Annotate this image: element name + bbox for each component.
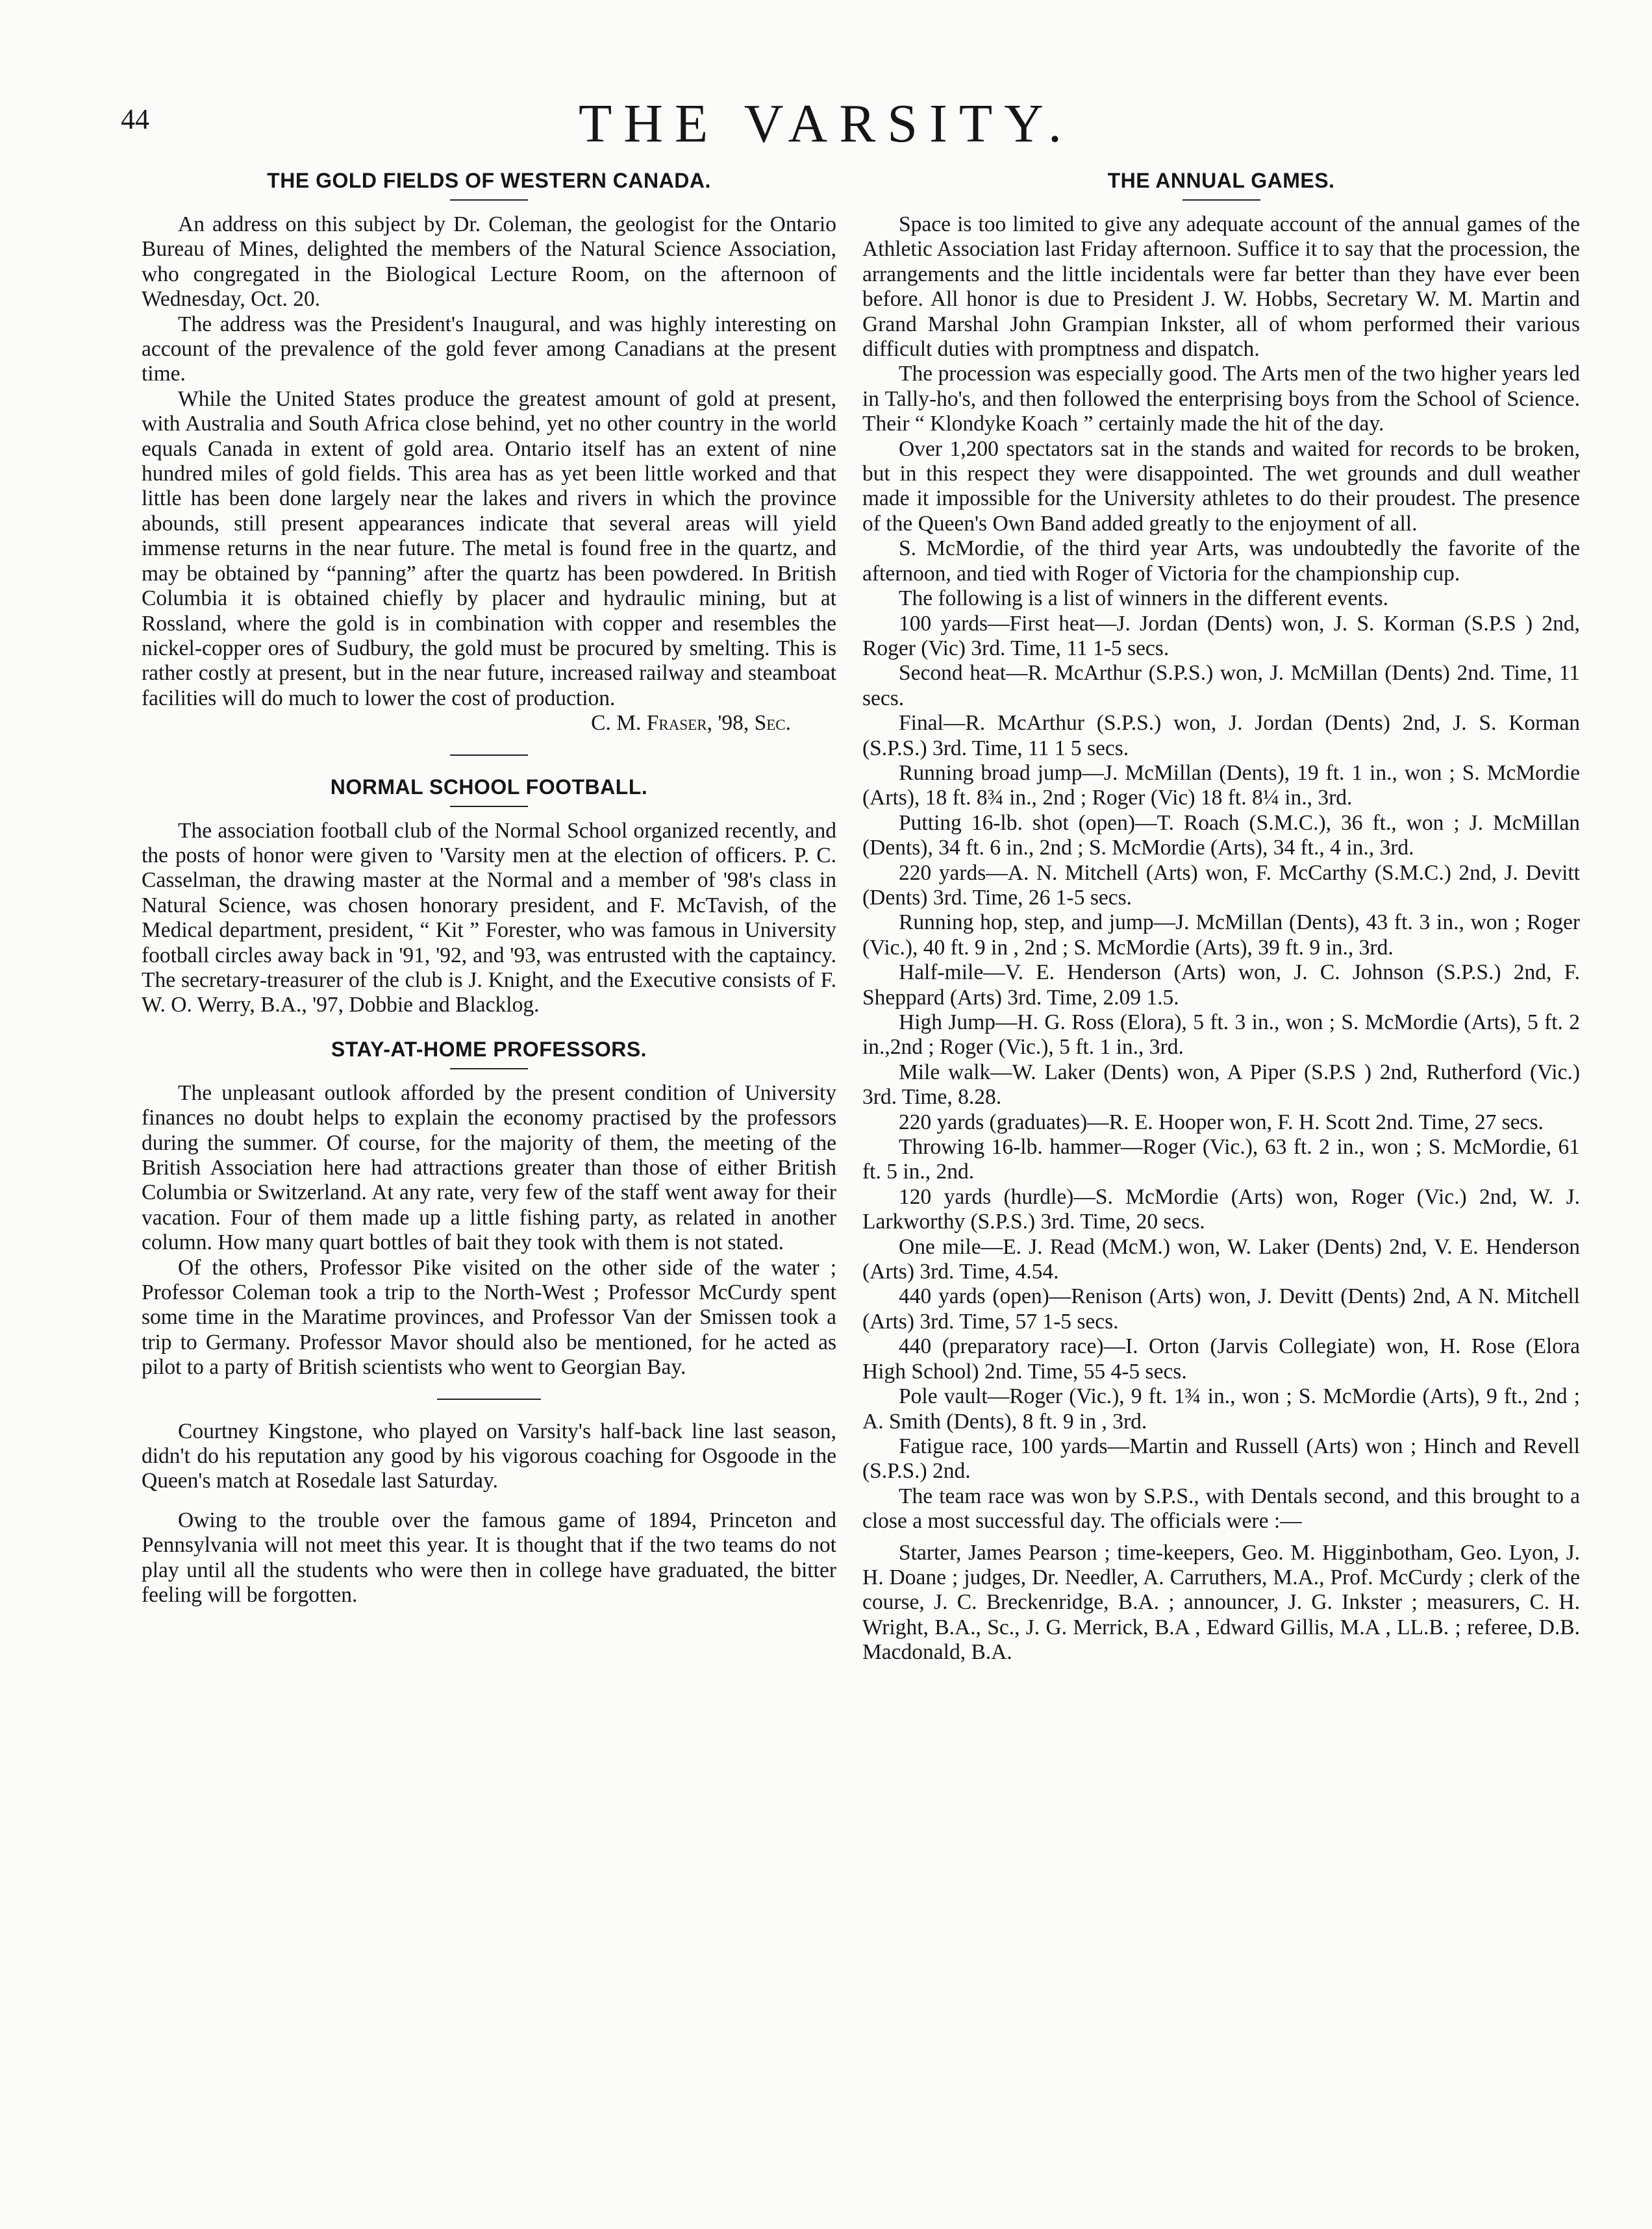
paragraph: Running broad jump—J. McMillan (Dents), 19 ft. 1 in., won ; S. McMordie (Arts), 18 ft. 8¾ in., 2nd ; Roger (Vic) 18 ft. 8¼ in., 3rd. (862, 760, 1580, 810)
notes (142, 1419, 836, 1608)
paragraph: 440 yards (open)—Renison (Arts) won, J. Devitt (Dents) 2nd, A N. Mitchell (Arts) 3rd. Time, 57 1-5 secs. (862, 1284, 1580, 1334)
paragraph: The unpleasant outlook afforded by the present condition of University finances no doubt helps to explain the economy practised by the professors during the summer. Of course, for the majority of them, the meeting of the British Association here had attractions greater than those of either British Columbia or Switzerland. At any rate, very few of the staff went away for their vacation. Four of them made up a little fishing party, as related in another column. How many quart bottles of bait they took with them is not stated. (142, 1080, 836, 1255)
paragraph: The team race was won by S.P.S., with Dentals second, and this brought to a close a most successful day. The officials were :— (862, 1484, 1580, 1534)
paragraph: The procession was especially good. The Arts men of the two higher years led in Tally-ho's, and then followed the enterprising boys from the School of Science. Their “ Klondyke Koach ” certainly made the hit of the day. (862, 362, 1580, 436)
paragraph: Courtney Kingstone, who played on Varsity's half-back line last season, didn't do his reputation any good by his vigorous coaching for Osgoode in the Queen's match at Rosedale last Saturday. (142, 1419, 836, 1493)
signature: C. M. Fraser, '98, Sec. (591, 711, 791, 736)
paragraph: 120 yards (hurdle)—S. McMordie (Arts) won, Roger (Vic.) 2nd, W. J. Larkworthy (S.P.S.) 3rd. Time, 20 secs. (862, 1184, 1580, 1234)
paragraph: 220 yards (graduates)—R. E. Hooper won, F. H. Scott 2nd. Time, 27 secs. (899, 1110, 1544, 1134)
paragraph: S. McMordie, of the third year Arts, was undoubtedly the favorite of the afternoon, and tied with Roger of Victoria for the championship cup. (862, 536, 1580, 586)
title-rule (450, 806, 528, 807)
paragraph: An address on this subject by Dr. Coleman, the geologist for the Ontario Bureau of Mines, delighted the members of the Natural Science Association, who congregated in the Biological Lecture Room, on the afternoon of Wednesday, Oct. 20. (142, 212, 836, 312)
paragraph: The address was the President's Inaugural, and was highly interesting on account of the prevalence of the gold fever among Canadians at the present time. (142, 312, 836, 386)
paragraph: One mile—E. J. Read (McM.) won, W. Laker (Dents) 2nd, V. E. Henderson (Arts) 3rd. Time, 4.54. (862, 1234, 1580, 1284)
paragraph: Starter, James Pearson ; time-keepers, Geo. M. Higginbotham, Geo. Lyon, J. H. Doane ; judges, Dr. Needler, A. Carruthers, M.A., Prof. McCurdy ; clerk of the course, J. C. Breckenridge, B.A. ; announcer, J. G. Inkster ; measurers, C. H. Wright, B.A., Sc., J. G. Merrick, B.A , Edward Gillis, M.A , LL.B. ; referee, D.B. Macdonald, B.A. (862, 1540, 1580, 1665)
paragraph: Half-mile—V. E. Henderson (Arts) won, J. C. Johnson (S.P.S.) 2nd, F. Sheppard (Arts) 3rd. Time, 2.09 1.5. (862, 960, 1580, 1010)
paragraph: Of the others, Professor Pike visited on the other side of the water ; Professor Coleman took a trip to the North-West ; Professor McCurdy spent some time in the Maratime provinces, and Professor Van der Smissen took a trip to Germany. Professor Mavor should also be mentioned, for he acted as pilot to a party of British scientists who went to Georgian Bay. (142, 1255, 836, 1380)
paragraph: The following is a list of winners in the different events. (899, 586, 1388, 611)
paragraph: 100 yards—First heat—J. Jordan (Dents) won, J. S. Korman (S.P.S ) 2nd, Roger (Vic) 3rd. Time, 11 1-5 secs. (862, 611, 1580, 660)
masthead: THE VARSITY. (578, 93, 1074, 154)
left-column (142, 169, 836, 1628)
section-rule (450, 754, 528, 756)
article-title: STAY-AT-HOME PROFESSORS. (331, 1037, 647, 1061)
paragraph: Pole vault—Roger (Vic.), 9 ft. 1¾ in., won ; S. McMordie (Arts), 9 ft., 2nd ; A. Smith (Dents), 8 ft. 9 in , 3rd. (862, 1384, 1580, 1434)
paragraph: High Jump—H. G. Ross (Elora), 5 ft. 3 in., won ; S. McMordie (Arts), 5 ft. 2 in.,2nd ; Roger (Vic.), 5 ft. 1 in., 3rd. (862, 1010, 1580, 1060)
section-rule (437, 1399, 541, 1400)
article-annual-games (862, 169, 1580, 1665)
games-paragraphs (862, 212, 1580, 1665)
article-normal-school (142, 775, 836, 1018)
paragraph: Putting 16-lb. shot (open)—T. Roach (S.M.C.), 36 ft., won ; J. McMillan (Dents), 34 ft. 6 in., 2nd ; S. McMordie (Arts), 34 ft., 4 in., 3rd. (862, 810, 1580, 860)
paragraph: Space is too limited to give any adequate account of the annual games of the Athletic Association last Friday afternoon. Suffice it to say that the procession, the arrangements and the little incidentals were far better than they have ever been before. All honor is due to President J. W. Hobbs, Secretary W. M. Martin and Grand Marshal John Grampian Inkster, all of whom performed their various difficult duties with promptness and dispatch. (862, 212, 1580, 362)
article-title: THE GOLD FIELDS OF WESTERN CANADA. (267, 169, 711, 192)
title-rule (1183, 199, 1260, 201)
paragraph: 440 (preparatory race)—I. Orton (Jarvis Collegiate) won, H. Rose (Elora High School) 2nd. Time, 55 4-5 secs. (862, 1334, 1580, 1384)
paragraph: While the United States produce the greatest amount of gold at present, with Australia and South Africa close behind, yet no other country in the world equals Canada in extent of gold area. Ontario itself has an extent of nine hundred miles of gold fields. This area has as yet been little worked and that little has been done largely near the lakes and rivers in which the province abounds, still present appearances indicate that several areas will yield immense returns in the near future. The metal is found free in the quartz, and may be obtained by “panning” after the quartz has been powdered. In British Columbia it is obtained chiefly by placer and hydraulic mining, but at Rossland, where the gold is in combination with copper and resembles the nickel-copper ores of Sudbury, the gold must be procured by smelting. This is rather costly at present, but in the near future, increased railway and steamboat facilities will do much to lower the cost of production. (142, 386, 836, 710)
paragraph: Final—R. McArthur (S.P.S.) won, J. Jordan (Dents) 2nd, J. S. Korman (S.P.S.) 3rd. Time, 11 1 5 secs. (862, 711, 1580, 760)
paragraph: The association football club of the Normal School organized recently, and the posts of honor were given to 'Varsity men at the election of officers. P. C. Casselman, the drawing master at the Normal and a member of '98's class in Natural Science, was chosen honorary president, and F. McTavish, of the Medical department, president, “ Kit ” Forester, who was famous in University football circles away back in '91, '92, and '93, was entrusted with the captaincy. The secretary-treasurer of the club is J. Knight, and the Executive consists of F. W. O. Werry, B.A., '97, Dobbie and Blacklog. (142, 818, 836, 1017)
paragraph: Throwing 16-lb. hammer—Roger (Vic.), 63 ft. 2 in., won ; S. McMordie, 61 ft. 5 in., 2nd. (862, 1135, 1580, 1184)
title-rule (450, 1068, 528, 1069)
paragraph: Over 1,200 spectators sat in the stands and waited for records to be broken, but in this respect they were disappointed. The wet grounds and dull weather made it impossible for the University athletes to do their proudest. The presence of the Queen's Own Band added greatly to the enjoyment of all. (862, 436, 1580, 536)
right-column (862, 169, 1580, 1685)
paragraph: Owing to the trouble over the famous game of 1894, Princeton and Pennsylvania will not meet this year. It is thought that if the two teams do not play until all the students who were then in college have graduated, the bitter feeling will be forgotten. (142, 1508, 836, 1608)
paragraph: Second heat—R. McArthur (S.P.S.) won, J. McMillan (Dents) 2nd. Time, 11 secs. (862, 661, 1580, 710)
article-title: NORMAL SCHOOL FOOTBALL. (330, 775, 648, 799)
article-title: THE ANNUAL GAMES. (1107, 169, 1335, 192)
article-gold-fields (142, 169, 836, 756)
paragraph: 220 yards—A. N. Mitchell (Arts) won, F. McCarthy (S.M.C.) 2nd, J. Devitt (Dents) 3rd. Time, 26 1-5 secs. (862, 860, 1580, 910)
paragraph: Fatigue race, 100 yards—Martin and Russell (Arts) won ; Hinch and Revell (S.P.S.) 2nd. (862, 1434, 1580, 1484)
paragraph: Running hop, step, and jump—J. McMillan (Dents), 43 ft. 3 in., won ; Roger (Vic.), 40 ft. 9 in , 2nd ; S. McMordie (Arts), 39 ft. 9 in., 3rd. (862, 910, 1580, 960)
page-number: 44 (121, 103, 149, 135)
article-stay-at-home (142, 1038, 836, 1400)
paragraph: Mile walk—W. Laker (Dents) won, A Piper (S.P.S ) 2nd, Rutherford (Vic.) 3rd. Time, 8.28. (862, 1060, 1580, 1110)
title-rule (450, 199, 528, 201)
